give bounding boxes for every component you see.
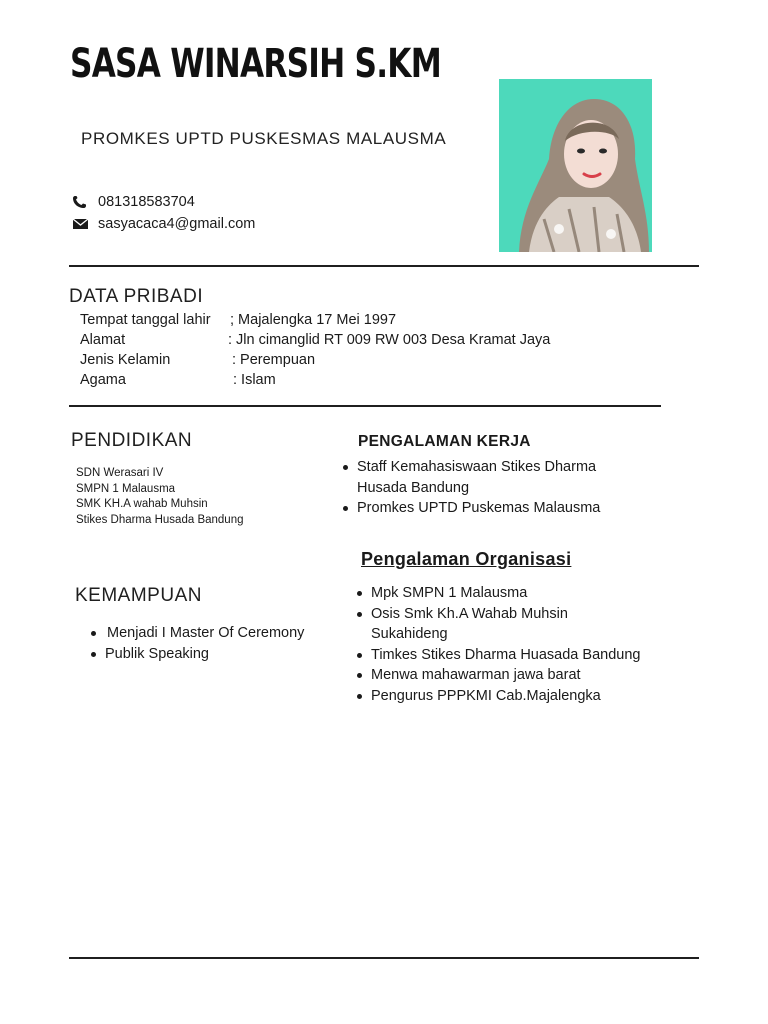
phone-icon (72, 195, 90, 209)
cv-role: PROMKES UPTD PUSKESMAS MALAUSMA (81, 129, 447, 148)
pengalaman-kerja-list (342, 457, 600, 519)
email-text: sasyacaca4@gmail.com (98, 216, 256, 232)
agama-value: : Islam (233, 372, 276, 388)
phone-text: 081318583704 (98, 194, 195, 210)
pendidikan-list (76, 466, 244, 528)
divider (69, 405, 661, 407)
list-item: SMPN 1 Malausma (76, 482, 176, 495)
pengalaman-organisasi-list (356, 583, 640, 706)
email-row (72, 216, 255, 232)
divider (69, 265, 699, 267)
jenis-kelamin-label: Jenis Kelamin (80, 352, 171, 368)
list-item: Pengurus PPPKMI Cab.Majalengka (356, 686, 640, 707)
pendidikan-title: PENDIDIKAN (71, 430, 193, 451)
phone-row (72, 194, 195, 210)
cv-name: SASA WINARSIH S.KM (70, 41, 441, 87)
jenis-kelamin-value: : Perempuan (232, 352, 316, 368)
list-item: SMK KH.A wahab Muhsin (76, 498, 208, 510)
list-item: Osis Smk Kh.A Wahab Muhsin (356, 604, 640, 625)
list-item: Mpk SMPN 1 Malausma (356, 583, 640, 604)
alamat-label: Alamat (80, 332, 126, 348)
kemampuan-list (90, 623, 304, 664)
list-item: Timkes Stikes Dharma Huasada Bandung (356, 645, 640, 666)
list-item: Staff Kemahasiswaan Stikes Dharma (342, 457, 600, 478)
envelope-icon (72, 217, 90, 231)
divider (69, 957, 699, 959)
agama-label: Agama (80, 372, 126, 388)
list-item: Menwa mahawarman jawa barat (356, 665, 640, 686)
list-item-continuation: Husada Bandung (357, 479, 470, 496)
list-item: Stikes Dharma Husada Bandung (76, 513, 244, 526)
data-pribadi-title: DATA PRIBADI (69, 286, 204, 307)
list-item: Promkes UPTD Puskemas Malausma (342, 498, 600, 519)
pengalaman-organisasi-title: Pengalaman Organisasi (361, 549, 572, 569)
list-item: Menjadi I Master Of Ceremony (90, 623, 304, 644)
profile-photo (499, 79, 652, 252)
list-item: SDN Werasari IV (76, 467, 164, 479)
person-portrait-icon (499, 79, 652, 252)
kemampuan-title: KEMAMPUAN (75, 585, 202, 606)
list-item: Publik Speaking (90, 644, 304, 665)
alamat-value: : Jln cimanglid RT 009 RW 003 Desa Kramat Jaya (228, 332, 551, 348)
tempat-tanggal-lahir-value: ; Majalengka 17 Mei 1997 (230, 312, 397, 328)
tempat-tanggal-lahir-label: Tempat tanggal lahir (80, 312, 211, 328)
pengalaman-kerja-title: PENGALAMAN KERJA (358, 433, 531, 450)
list-item-continuation: Sukahideng (371, 626, 448, 642)
